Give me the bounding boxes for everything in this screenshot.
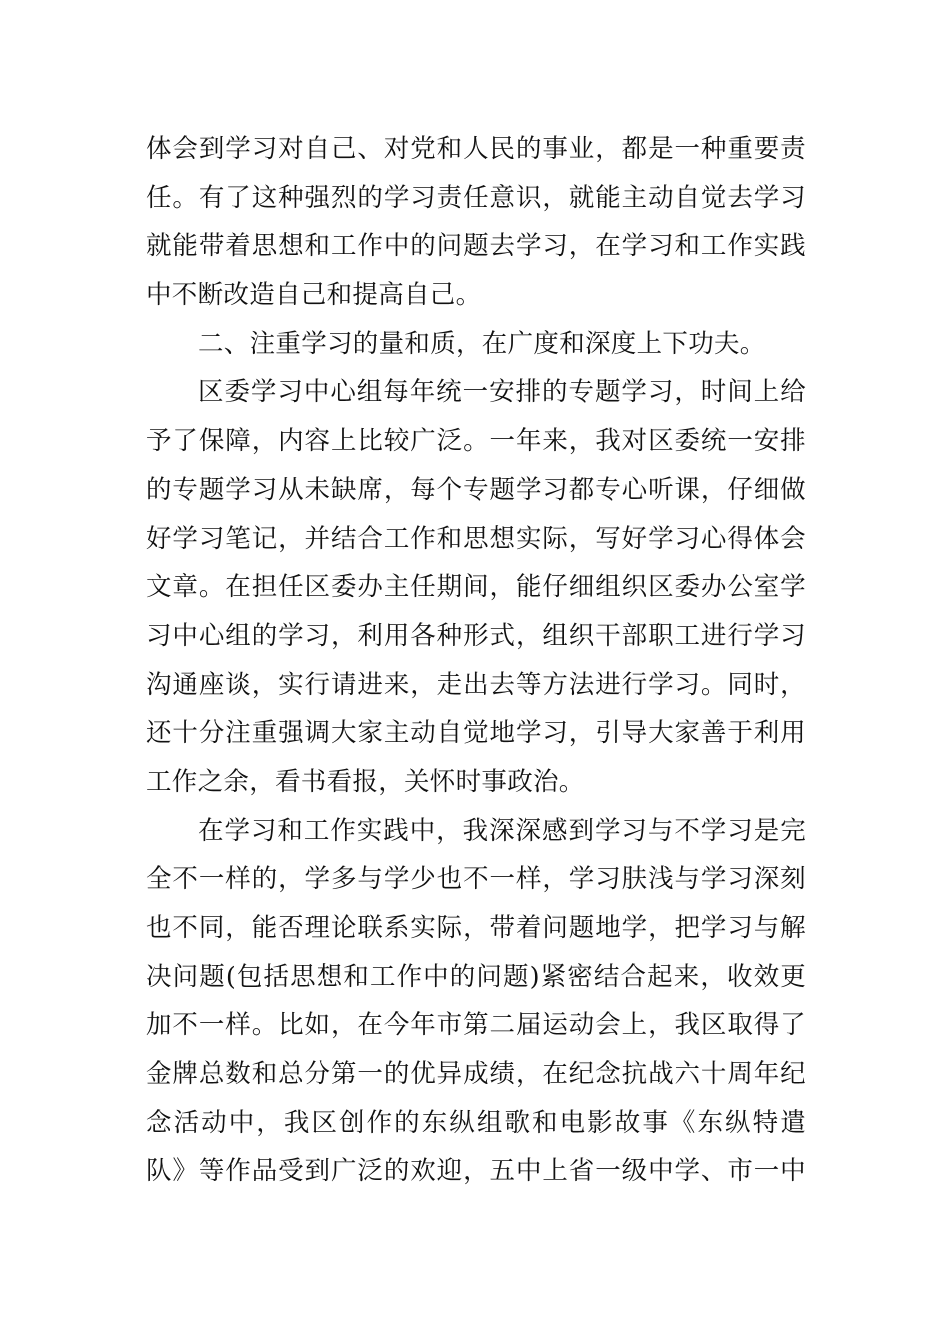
text-line: 体会到学习对自己、对党和人民的事业，都是一种重要责	[146, 134, 806, 164]
text-line: 就能带着思想和工作中的问题去学习，在学习和工作实践	[146, 231, 806, 262]
document-body	[146, 125, 806, 1196]
text-line: 工作之余，看书看报，关怀时事政治。	[146, 766, 585, 797]
text-line: 还十分注重强调大家主动自觉地学习，引导大家善于利用	[146, 718, 806, 749]
text-line: 金牌总数和总分第一的优异成绩，在纪念抗战六十周年纪	[146, 1059, 806, 1090]
text-line: 决问题(包括思想和工作中的问题)紧密结合起来，收效更	[146, 961, 806, 992]
section-heading: 二、注重学习的量和质，在广度和深度上下功夫。	[198, 328, 766, 359]
text-line: 也不同，能否理论联系实际，带着问题地学，把学习与解	[146, 913, 806, 943]
text-line: 全不一样的，学多与学少也不一样，学习肤浅与学习深刻	[146, 864, 806, 895]
text-line: 中不断改造自己和提高自己。	[146, 280, 482, 311]
text-line: 念活动中，我区创作的东纵组歌和电影故事《东纵特遣	[146, 1107, 806, 1138]
text-line: 任。有了这种强烈的学习责任意识，就能主动自觉去学习	[146, 182, 806, 213]
text-line: 文章。在担任区委办主任期间，能仔细组织区委办公室学	[146, 572, 806, 603]
text-line: 好学习笔记，并结合工作和思想实际，写好学习心得体会	[146, 523, 806, 554]
text-line: 习中心组的学习，利用各种形式，组织干部职工进行学习	[146, 620, 806, 651]
text-line: 沟通座谈，实行请进来，走出去等方法进行学习。同时，	[146, 669, 806, 700]
text-line: 的专题学习从未缺席，每个专题学习都专心听课，仔细做	[146, 474, 806, 505]
text-line: 在学习和工作实践中，我深深感到学习与不学习是完	[198, 815, 806, 846]
text-line: 队》等作品受到广泛的欢迎，五中上省一级中学、市一中	[146, 1156, 806, 1187]
text-line: 区委学习中心组每年统一安排的专题学习，时间上给	[198, 377, 806, 408]
text-line: 加不一样。比如，在今年市第二届运动会上，我区取得了	[146, 1010, 806, 1041]
text-line: 予了保障，内容上比较广泛。一年来，我对区委统一安排	[146, 426, 806, 457]
